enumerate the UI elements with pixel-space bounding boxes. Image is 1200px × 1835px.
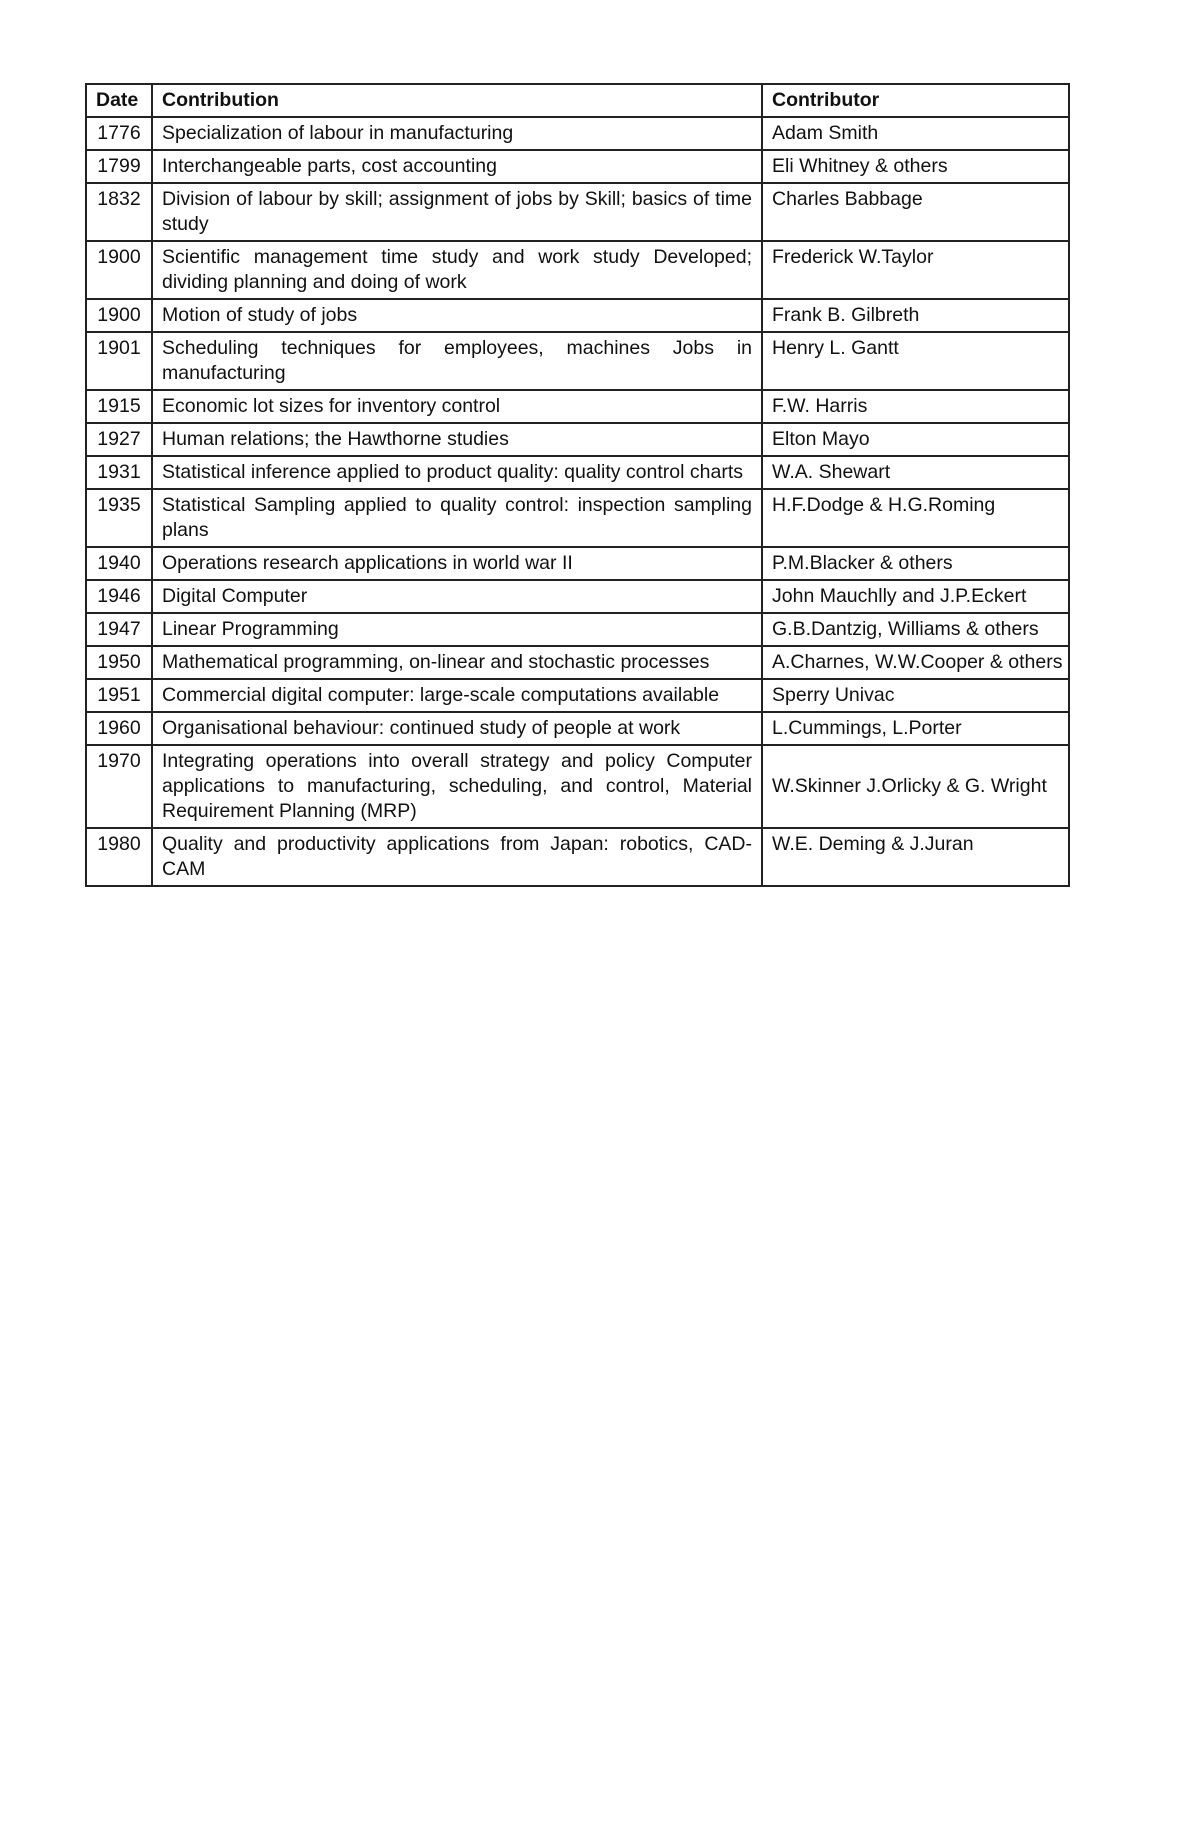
table-row — [86, 183, 1069, 241]
date-cell: 1960 — [86, 712, 152, 745]
contributor-cell: F.W. Harris — [762, 390, 1069, 423]
contributor-cell: A.Charnes, W.W.Cooper & others — [762, 646, 1069, 679]
contributor-cell: Eli Whitney & others — [762, 150, 1069, 183]
contributor-cell: L.Cummings, L.Porter — [762, 712, 1069, 745]
table-row — [86, 117, 1069, 150]
date-cell: 1970 — [86, 745, 152, 828]
table-row — [86, 646, 1069, 679]
table-row — [86, 679, 1069, 712]
table-row — [86, 489, 1069, 547]
contribution-cell: Operations research applications in world war II — [152, 547, 762, 580]
contribution-cell: Quality and productivity applications from Japan: robotics, CAD-CAM — [152, 828, 762, 886]
contribution-cell: Specialization of labour in manufacturing — [152, 117, 762, 150]
table-row — [86, 150, 1069, 183]
contributor-cell: P.M.Blacker & others — [762, 547, 1069, 580]
date-cell: 1980 — [86, 828, 152, 886]
date-cell: 1950 — [86, 646, 152, 679]
date-cell: 1927 — [86, 423, 152, 456]
date-cell: 1799 — [86, 150, 152, 183]
table-row — [86, 299, 1069, 332]
date-cell: 1900 — [86, 299, 152, 332]
table-row — [86, 456, 1069, 489]
date-cell: 1832 — [86, 183, 152, 241]
contribution-cell: Scheduling techniques for employees, machines Jobs in manufacturing — [152, 332, 762, 390]
contributor-cell: W.E. Deming & J.Juran — [762, 828, 1069, 886]
contributor-cell: G.B.Dantzig, Williams & others — [762, 613, 1069, 646]
table-row — [86, 332, 1069, 390]
contribution-cell: Mathematical programming, on-linear and stochastic processes — [152, 646, 762, 679]
contribution-cell: Human relations; the Hawthorne studies — [152, 423, 762, 456]
table-row — [86, 241, 1069, 299]
date-cell: 1935 — [86, 489, 152, 547]
date-cell: 1940 — [86, 547, 152, 580]
date-cell: 1946 — [86, 580, 152, 613]
date-header: Date — [86, 84, 152, 117]
contribution-cell: Scientific management time study and work study Developed; dividing planning and doing of work — [152, 241, 762, 299]
table-row — [86, 745, 1069, 828]
contributor-cell: Frank B. Gilbreth — [762, 299, 1069, 332]
contributor-cell: W.A. Shewart — [762, 456, 1069, 489]
table-body — [86, 117, 1069, 886]
contributor-cell: Frederick W.Taylor — [762, 241, 1069, 299]
contribution-cell: Integrating operations into overall strategy and policy Computer applications to manufacturing, scheduling, and control, Material Requirement Planning (MRP) — [152, 745, 762, 828]
contribution-cell: Interchangeable parts, cost accounting — [152, 150, 762, 183]
history-table — [85, 83, 1070, 887]
date-cell: 1951 — [86, 679, 152, 712]
date-cell: 1776 — [86, 117, 152, 150]
date-cell: 1901 — [86, 332, 152, 390]
contributor-cell: W.Skinner J.Orlicky & G. Wright — [762, 745, 1069, 828]
contribution-header: Contribution — [152, 84, 762, 117]
contribution-cell: Division of labour by skill; assignment of jobs by Skill; basics of time study — [152, 183, 762, 241]
contributor-cell: Adam Smith — [762, 117, 1069, 150]
table-row — [86, 390, 1069, 423]
contribution-cell: Digital Computer — [152, 580, 762, 613]
contribution-cell: Motion of study of jobs — [152, 299, 762, 332]
table-header — [86, 84, 1069, 117]
contributor-cell: Elton Mayo — [762, 423, 1069, 456]
contributor-cell: Henry L. Gantt — [762, 332, 1069, 390]
contributor-cell: John Mauchlly and J.P.Eckert — [762, 580, 1069, 613]
date-cell: 1915 — [86, 390, 152, 423]
contributor-cell: Sperry Univac — [762, 679, 1069, 712]
contributor-cell: H.F.Dodge & H.G.Roming — [762, 489, 1069, 547]
contributor-header: Contributor — [762, 84, 1069, 117]
date-cell: 1931 — [86, 456, 152, 489]
table-row — [86, 828, 1069, 886]
table-row — [86, 547, 1069, 580]
contribution-cell: Economic lot sizes for inventory control — [152, 390, 762, 423]
contribution-cell: Commercial digital computer: large-scale computations available — [152, 679, 762, 712]
table-row — [86, 712, 1069, 745]
contribution-cell: Organisational behaviour: continued study of people at work — [152, 712, 762, 745]
table-row — [86, 613, 1069, 646]
table-row — [86, 580, 1069, 613]
contribution-cell: Statistical Sampling applied to quality control: inspection sampling plans — [152, 489, 762, 547]
table-row — [86, 423, 1069, 456]
header-row — [86, 84, 1069, 117]
date-cell: 1947 — [86, 613, 152, 646]
date-cell: 1900 — [86, 241, 152, 299]
contribution-cell: Statistical inference applied to product quality: quality control charts — [152, 456, 762, 489]
contributor-cell: Charles Babbage — [762, 183, 1069, 241]
contribution-cell: Linear Programming — [152, 613, 762, 646]
